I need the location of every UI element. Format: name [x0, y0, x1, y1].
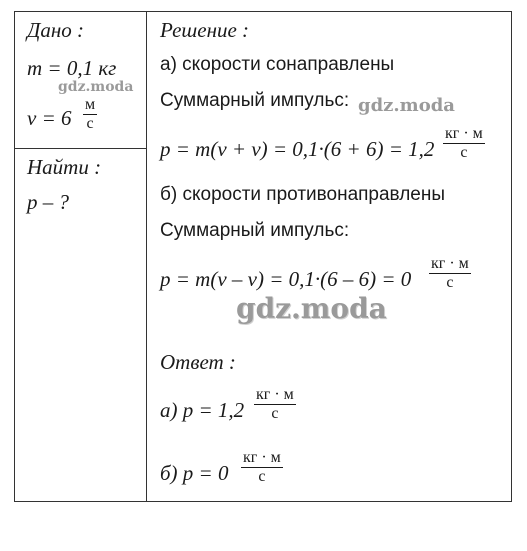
case-a-heading: а) скорости сонаправлены [160, 54, 395, 75]
watermark-small: gdz.moda [58, 79, 134, 95]
answer-b: б) p = 0 [160, 461, 229, 485]
given-mass: m = 0,1 кг [27, 56, 117, 80]
case-b-heading: б) скорости противонаправлены [160, 184, 446, 205]
unit-denominator: с [446, 274, 454, 291]
unit-fraction-a [443, 125, 485, 162]
column-divider [146, 11, 147, 502]
sum-impulse-label-2: Суммарный импульс: [160, 220, 350, 241]
solution-title: Решение : [160, 18, 250, 42]
unit-numerator: кг · м [243, 449, 281, 466]
velocity-unit-numerator: м [85, 96, 96, 113]
unit-numerator: кг · м [445, 125, 483, 142]
formula-a: p = m(v + v) = 0,1·(6 + 6) = 1,2 [160, 137, 435, 161]
unit-numerator: кг · м [256, 386, 294, 403]
velocity-unit-fraction [83, 96, 97, 133]
unit-fraction-b [429, 255, 471, 292]
answer-a: а) p = 1,2 [160, 398, 245, 422]
sum-impulse-label-1: Суммарный импульс: [160, 90, 350, 111]
find-target: p – ? [27, 190, 69, 214]
given-title: Дано : [27, 18, 85, 42]
velocity-unit-denominator: с [86, 115, 94, 132]
answer-a-unit-fraction [254, 386, 296, 423]
given-velocity: v = 6 [27, 106, 72, 130]
unit-numerator: кг · м [431, 255, 469, 272]
answer-title: Ответ : [160, 350, 236, 374]
unit-denominator: с [258, 468, 266, 485]
watermark-big: gdz.moda [236, 292, 387, 325]
answer-b-unit-fraction [241, 449, 283, 486]
watermark-mid: gdz.moda [358, 95, 455, 116]
unit-denominator: с [271, 405, 279, 422]
unit-denominator: с [460, 144, 468, 161]
formula-b: p = m(v – v) = 0,1·(6 – 6) = 0 [160, 267, 412, 291]
find-title: Найти : [27, 155, 102, 179]
given-find-divider [14, 148, 147, 149]
